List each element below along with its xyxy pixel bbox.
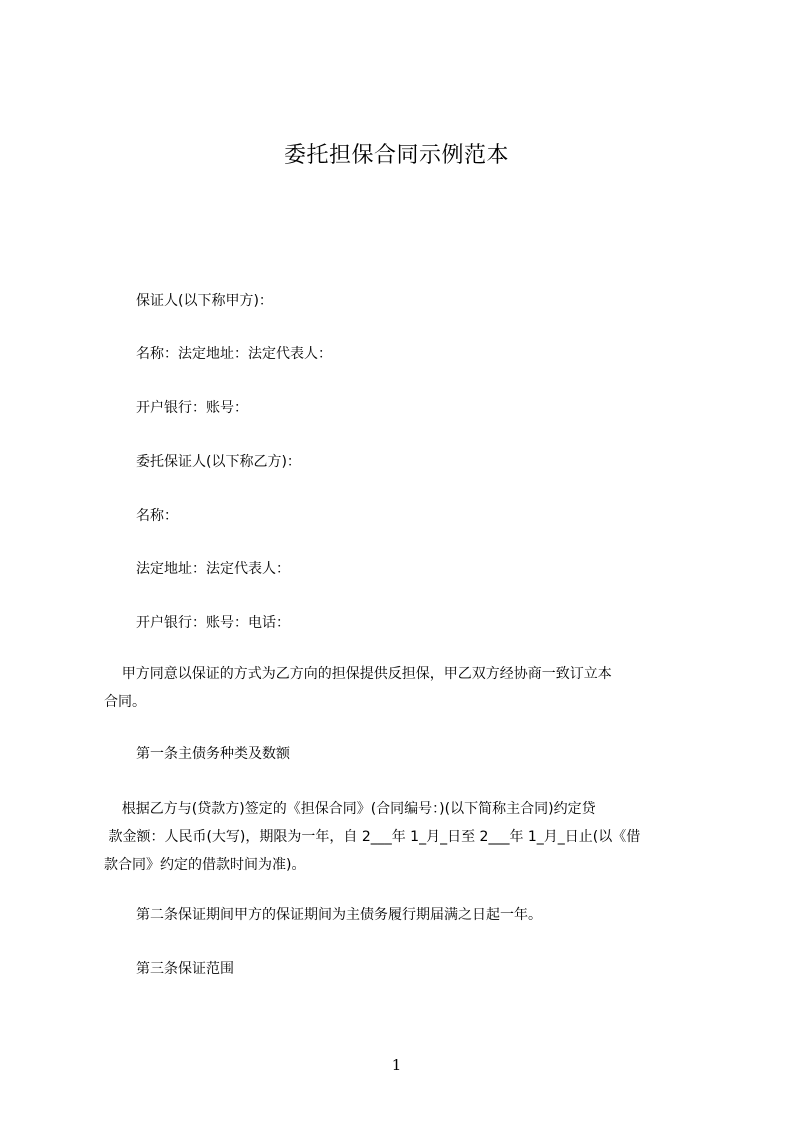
- article-3-heading: 第三条保证范围: [136, 961, 234, 977]
- article-1-line-1: 根据乙方与(贷款方)签定的《担保合同》(合同编号：)(以下简称主合同)约定贷: [104, 801, 596, 817]
- guarantor-bank-line: 开户银行：账号：: [136, 400, 248, 416]
- guarantor-info-line: 名称：法定地址：法定代表人：: [136, 346, 332, 362]
- article-1-line-3: 款合同》约定的借款时间为准)。: [104, 857, 306, 873]
- agreement-line-2: 合同。: [104, 694, 146, 710]
- guarantor-line: 保证人(以下称甲方)：: [136, 293, 273, 309]
- article-1-body: [104, 795, 704, 879]
- entrusting-bank-line: 开户银行：账号：电话：: [136, 615, 290, 631]
- entrusting-party-line: 委托保证人(以下称乙方)：: [136, 454, 301, 470]
- page-number: 1: [391, 1056, 402, 1074]
- article-1-heading: 第一条主债务种类及数额: [136, 746, 290, 762]
- entrusting-address-line: 法定地址：法定代表人：: [136, 561, 290, 577]
- article-2-paragraph: 第二条保证期间甲方的保证期间为主债务履行期届满之日起一年。: [136, 907, 542, 923]
- agreement-line-1: 甲方同意以保证的方式为乙方向的担保提供反担保，甲乙双方经协商一致订立本: [104, 666, 612, 682]
- agreement-paragraph: [104, 660, 704, 716]
- entrusting-name-line: 名称：: [136, 508, 178, 524]
- article-1-line-2: 款金额：人民币(大写)，期限为一年，自 2___年 1_月_日至 2___年 1_月_日止(以《借: [104, 829, 641, 845]
- document-title: 委托担保合同示例范本: [283, 143, 509, 168]
